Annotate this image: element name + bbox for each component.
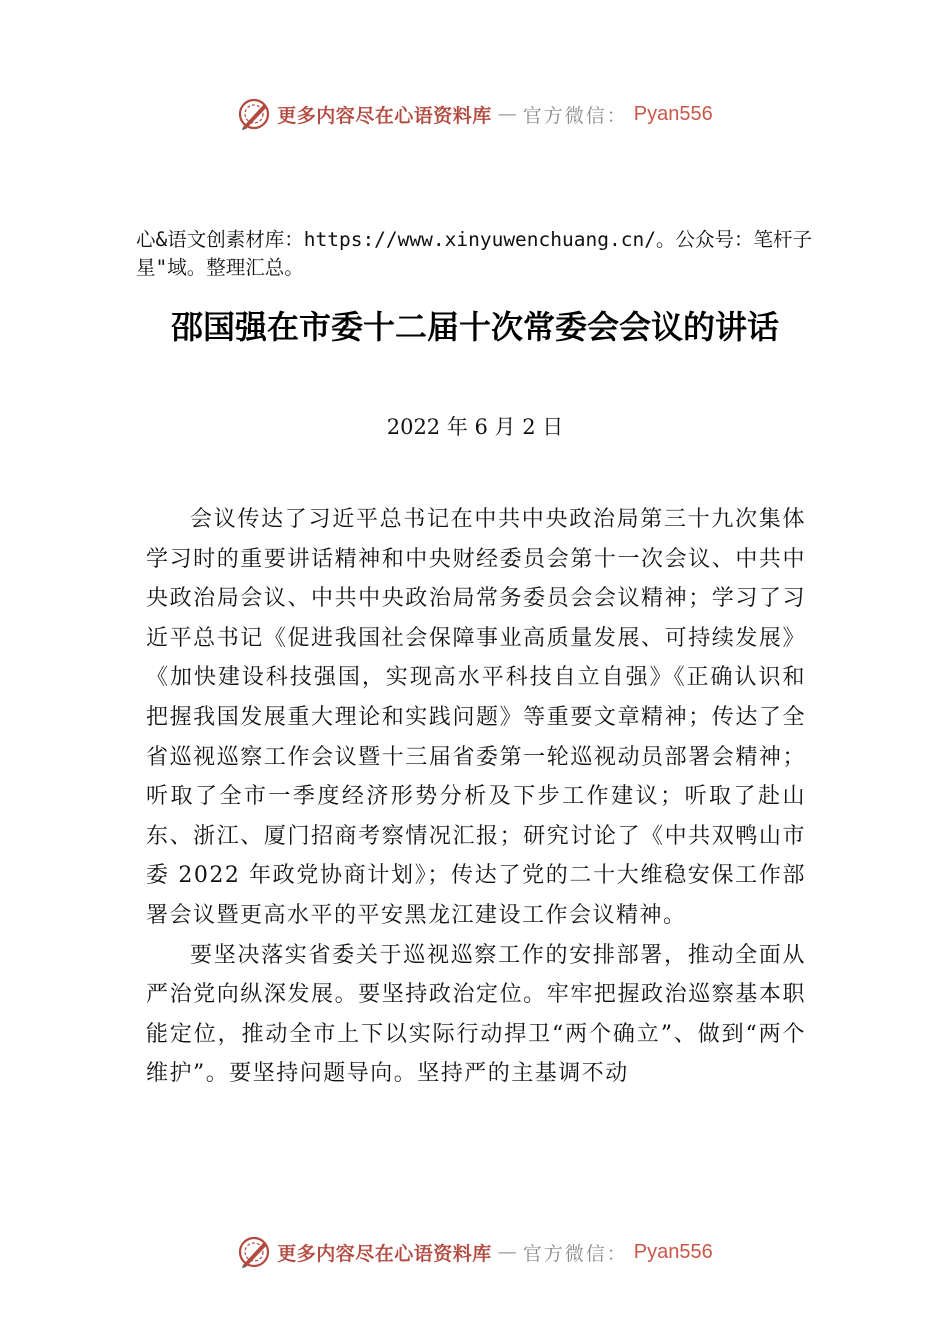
footer-banner bbox=[0, 1232, 950, 1272]
paragraph: 会议传达了习近平总书记在中共中央政治局第三十九次集体学习时的重要讲话精神和中央财经委员会第十一次会议、中共中央政治局会议、中共中央政治局常务委员会会议精神；学习了习近平总书记《促进我国社会保障事业高质量发展、可持续发展》《加快建设科技强国，实现高水平科技自立自强》《正确认识和把握我国发展重大理论和实践问题》等重要文章精神；传达了全省巡视巡察工作会议暨十三届省委第一轮巡视动员部署会精神；听取了全市一季度经济形势分析及下步工作建议；听取了赴山东、浙江、厦门招商考察情况汇报；研究讨论了《中共双鸭山市委 2022 年政党协商计划》；传达了党的二十大维稳安保工作部署会议暨更高水平的平安黑龙江建设工作会议精神。 bbox=[146, 507, 806, 928]
document-date: 2022 年 6 月 2 日 bbox=[386, 415, 564, 439]
pen-logo-icon bbox=[237, 1235, 271, 1269]
document-title: 邵国强在市委十二届十次常委会会议的讲话 bbox=[170, 308, 779, 346]
banner-wechat-label: 官方微信： bbox=[522, 1242, 628, 1265]
pen-logo-icon bbox=[237, 97, 271, 131]
header-banner bbox=[0, 94, 950, 134]
banner-separator: — bbox=[497, 1241, 517, 1263]
source-note: 心&语文创素材库：https://www.xinyuwenchuang.cn/。公众号：笔杆子星"域。整理汇总。 bbox=[136, 228, 812, 279]
paragraph: 要坚决落实省委关于巡视巡察工作的安排部署，推动全面从严治党向纵深发展。要坚持政治定位。牢牢把握政治巡察基本职能定位，推动全市上下以实际行动捍卫“两个确立”、做到“两个维护”。要坚持问题导向。坚持严的主基调不动 bbox=[146, 942, 806, 1087]
banner-wechat-label: 官方微信： bbox=[522, 104, 628, 127]
banner-wechat-id: Pyan556 bbox=[633, 1240, 713, 1263]
banner-wechat-id: Pyan556 bbox=[633, 102, 713, 125]
banner-brand-text: 更多内容尽在心语资料库 bbox=[277, 104, 492, 127]
document-body bbox=[146, 500, 806, 1094]
banner-brand-text: 更多内容尽在心语资料库 bbox=[277, 1242, 492, 1265]
banner-separator: — bbox=[497, 103, 517, 125]
